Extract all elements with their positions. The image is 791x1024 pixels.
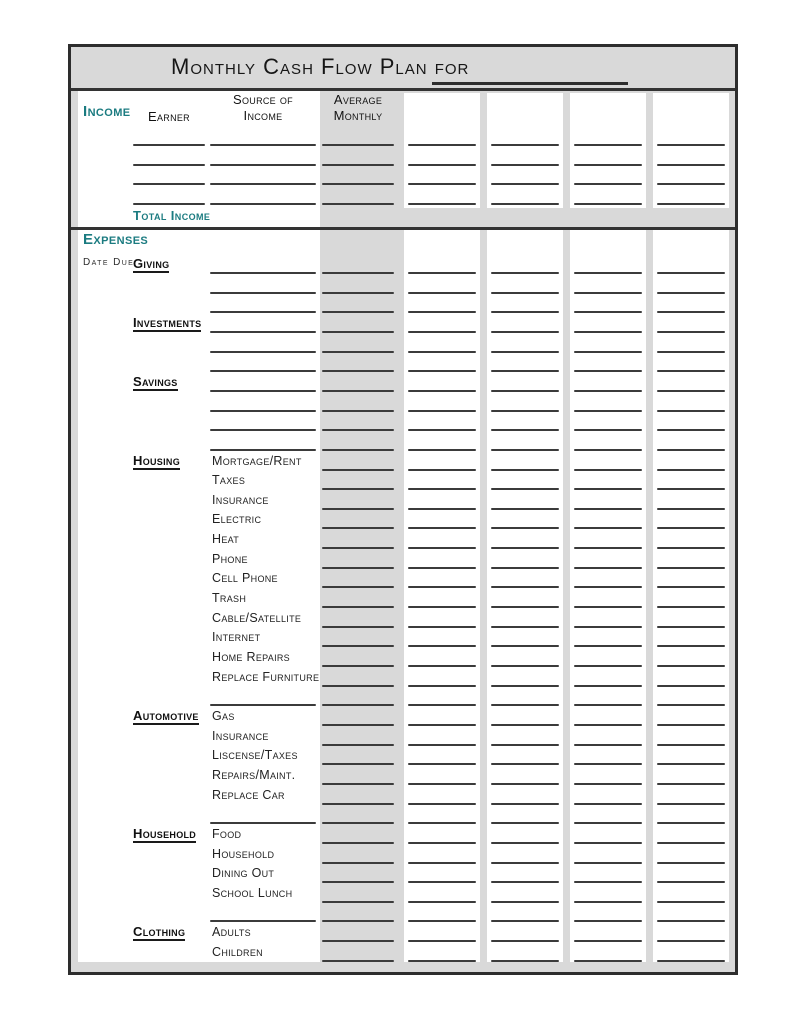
entry-line-avg-monthly-giving-2[interactable] — [322, 292, 394, 294]
entry-line-week-3-housing-2[interactable] — [574, 488, 642, 490]
entry-line-week-4-clothing-2[interactable] — [657, 960, 725, 962]
entry-line-source-investments-2[interactable] — [210, 351, 316, 353]
expense-item-label-replace-car: Replace Car — [212, 788, 285, 802]
entry-line-week-2-housing-10[interactable] — [491, 645, 559, 647]
entry-line-week-2-savings-1[interactable] — [491, 390, 559, 392]
entry-line-week-1-clothing-2[interactable] — [408, 960, 476, 962]
total-income-label: Total Income — [133, 208, 211, 223]
entry-line-week-2-investments-3[interactable] — [491, 370, 559, 372]
entry-line-earner-income-4[interactable] — [133, 203, 205, 205]
entry-line-source-giving-1[interactable] — [210, 272, 316, 274]
expense-item-label-cell-phone: Cell Phone — [212, 571, 278, 585]
entry-line-week-3-savings-1[interactable] — [574, 390, 642, 392]
plan-name-blank-line[interactable] — [432, 82, 628, 85]
entry-line-week-4-investments-3[interactable] — [657, 370, 725, 372]
entry-line-earner-income-1[interactable] — [133, 144, 205, 146]
entry-line-avg-monthly-household-3[interactable] — [322, 881, 394, 883]
entry-line-week-4-housing-4[interactable] — [657, 527, 725, 529]
entry-line-avg-monthly-automotive-5[interactable] — [322, 803, 394, 805]
expense-item-label-home-repairs: Home Repairs — [212, 650, 290, 664]
entry-line-week-1-housing-8[interactable] — [408, 606, 476, 608]
expense-group-label-text-giving: Giving — [133, 256, 170, 271]
week-2-column-background-expenses — [487, 230, 563, 962]
entry-line-avg-monthly-investments-3[interactable] — [322, 370, 394, 372]
entry-line-avg-monthly-investments-2[interactable] — [322, 351, 394, 353]
entry-line-week-4-savings-3[interactable] — [657, 429, 725, 431]
entry-line-avg-monthly-housing-12[interactable] — [322, 685, 394, 687]
entry-line-week-1-investments-1[interactable] — [408, 331, 476, 333]
entry-line-week-4-giving-2[interactable] — [657, 292, 725, 294]
entry-line-week-2-automotive-3[interactable] — [491, 763, 559, 765]
entry-line-week-4-housing-6[interactable] — [657, 567, 725, 569]
entry-line-source-income-1[interactable] — [210, 144, 316, 146]
entry-line-week-2-housing-4[interactable] — [491, 527, 559, 529]
entry-line-source-giving-2[interactable] — [210, 292, 316, 294]
entry-line-week-1-housing-5[interactable] — [408, 547, 476, 549]
entry-line-week-4-housing-3[interactable] — [657, 508, 725, 510]
entry-line-avg-monthly-income-2[interactable] — [322, 164, 394, 166]
entry-line-week-3-giving-3[interactable] — [574, 311, 642, 313]
entry-line-week-2-household-2[interactable] — [491, 862, 559, 864]
source-of-income-header-line2: Income — [243, 108, 283, 123]
entry-line-week-2-giving-2[interactable] — [491, 292, 559, 294]
expense-item-label-repairs-maint: Repairs/Maint. — [212, 768, 296, 782]
entry-line-week-4-household-4[interactable] — [657, 901, 725, 903]
entry-line-week-3-housing-12[interactable] — [574, 685, 642, 687]
entry-line-week-3-clothing-separator[interactable] — [574, 920, 642, 922]
entry-line-week-3-housing-9[interactable] — [574, 626, 642, 628]
entry-line-week-3-investments-2[interactable] — [574, 351, 642, 353]
entry-line-week-2-clothing-1[interactable] — [491, 940, 559, 942]
entry-line-week-1-housing-9[interactable] — [408, 626, 476, 628]
expense-group-label-text-housing: Housing — [133, 453, 180, 468]
entry-line-week-3-income-2[interactable] — [574, 164, 642, 166]
entry-line-week-2-household-4[interactable] — [491, 901, 559, 903]
average-monthly-header-line1: Average — [333, 92, 383, 107]
title-divider-line — [71, 88, 735, 91]
entry-line-week-1-housing-4[interactable] — [408, 527, 476, 529]
entry-line-week-2-income-2[interactable] — [491, 164, 559, 166]
entry-line-week-3-household-4[interactable] — [574, 901, 642, 903]
expense-item-label-dining-out: Dining Out — [212, 866, 275, 880]
entry-line-avg-monthly-housing-separator[interactable] — [322, 449, 394, 451]
expense-item-label-trash: Trash — [212, 591, 247, 605]
entry-line-week-3-housing-3[interactable] — [574, 508, 642, 510]
expense-group-label-savings — [133, 374, 178, 389]
entry-line-week-4-investments-1[interactable] — [657, 331, 725, 333]
entry-line-week-4-housing-2[interactable] — [657, 488, 725, 490]
entry-line-week-3-household-3[interactable] — [574, 881, 642, 883]
entry-line-week-2-savings-2[interactable] — [491, 410, 559, 412]
expense-item-label-taxes: Taxes — [212, 473, 246, 487]
entry-line-avg-monthly-housing-4[interactable] — [322, 527, 394, 529]
entry-line-avg-monthly-household-2[interactable] — [322, 862, 394, 864]
entry-line-avg-monthly-giving-3[interactable] — [322, 311, 394, 313]
entry-line-week-3-income-4[interactable] — [574, 203, 642, 205]
entry-line-week-4-household-separator[interactable] — [657, 822, 725, 824]
expense-item-label-replace-furniture: Replace Furniture — [212, 670, 320, 684]
entry-line-avg-monthly-clothing-separator[interactable] — [322, 920, 394, 922]
entry-line-source-housing-separator[interactable] — [210, 449, 316, 451]
entry-line-week-1-housing-separator[interactable] — [408, 449, 476, 451]
entry-line-week-3-housing-1[interactable] — [574, 469, 642, 471]
week-4-column-background-expenses — [653, 230, 729, 962]
expense-item-label-mortgage-rent: Mortgage/Rent — [212, 454, 302, 468]
entry-line-avg-monthly-income-1[interactable] — [322, 144, 394, 146]
entry-line-week-1-giving-1[interactable] — [408, 272, 476, 274]
entry-line-source-savings-2[interactable] — [210, 410, 316, 412]
date-due-label: Date Due — [83, 257, 135, 268]
entry-line-week-2-giving-1[interactable] — [491, 272, 559, 274]
expense-group-label-housing — [133, 453, 180, 468]
entry-line-week-2-housing-6[interactable] — [491, 567, 559, 569]
entry-line-avg-monthly-housing-3[interactable] — [322, 508, 394, 510]
entry-line-week-3-giving-2[interactable] — [574, 292, 642, 294]
entry-line-week-4-income-1[interactable] — [657, 144, 725, 146]
income-section-label: Income — [83, 103, 131, 120]
entry-line-avg-monthly-automotive-4[interactable] — [322, 783, 394, 785]
entry-line-week-1-investments-2[interactable] — [408, 351, 476, 353]
entry-line-source-savings-3[interactable] — [210, 429, 316, 431]
entry-line-week-1-household-2[interactable] — [408, 862, 476, 864]
entry-line-avg-monthly-giving-1[interactable] — [322, 272, 394, 274]
entry-line-week-1-income-4[interactable] — [408, 203, 476, 205]
entry-line-week-4-housing-11[interactable] — [657, 665, 725, 667]
entry-line-week-1-clothing-separator[interactable] — [408, 920, 476, 922]
entry-line-avg-monthly-income-4[interactable] — [322, 203, 394, 205]
week-2-column-background-income — [487, 93, 563, 208]
entry-line-week-4-housing-9[interactable] — [657, 626, 725, 628]
expense-group-label-automotive — [133, 708, 199, 723]
expense-item-label-insurance: Insurance — [212, 493, 269, 507]
entry-line-week-1-income-2[interactable] — [408, 164, 476, 166]
entry-line-week-4-housing-1[interactable] — [657, 469, 725, 471]
entry-line-week-1-household-1[interactable] — [408, 842, 476, 844]
entry-line-week-1-automotive-2[interactable] — [408, 744, 476, 746]
entry-line-week-4-automotive-3[interactable] — [657, 763, 725, 765]
entry-line-week-4-clothing-separator[interactable] — [657, 920, 725, 922]
entry-line-avg-monthly-savings-1[interactable] — [322, 390, 394, 392]
entry-line-week-4-income-2[interactable] — [657, 164, 725, 166]
entry-line-week-2-housing-7[interactable] — [491, 586, 559, 588]
expense-group-label-household — [133, 826, 196, 841]
entry-line-week-3-housing-6[interactable] — [574, 567, 642, 569]
entry-line-avg-monthly-housing-11[interactable] — [322, 665, 394, 667]
average-monthly-header-line2: Monthly — [333, 108, 383, 123]
entry-line-avg-monthly-housing-8[interactable] — [322, 606, 394, 608]
entry-line-week-4-housing-separator[interactable] — [657, 449, 725, 451]
week-3-column-background-income — [570, 93, 646, 208]
entry-line-week-2-clothing-separator[interactable] — [491, 920, 559, 922]
entry-line-week-3-income-1[interactable] — [574, 144, 642, 146]
entry-line-avg-monthly-savings-2[interactable] — [322, 410, 394, 412]
entry-line-week-1-household-separator[interactable] — [408, 822, 476, 824]
entry-line-week-2-automotive-2[interactable] — [491, 744, 559, 746]
entry-line-avg-monthly-housing-9[interactable] — [322, 626, 394, 628]
entry-line-avg-monthly-housing-1[interactable] — [322, 469, 394, 471]
entry-line-week-2-giving-3[interactable] — [491, 311, 559, 313]
entry-line-week-4-housing-10[interactable] — [657, 645, 725, 647]
entry-line-week-2-housing-3[interactable] — [491, 508, 559, 510]
expense-group-label-text-automotive: Automotive — [133, 708, 199, 723]
expense-item-label-liscense-taxes: Liscense/Taxes — [212, 748, 298, 762]
entry-line-week-1-income-3[interactable] — [408, 183, 476, 185]
average-monthly-column-header — [322, 92, 394, 124]
entry-line-week-3-automotive-2[interactable] — [574, 744, 642, 746]
entry-line-week-1-housing-6[interactable] — [408, 567, 476, 569]
entry-line-week-1-income-1[interactable] — [408, 144, 476, 146]
entry-line-week-2-automotive-4[interactable] — [491, 783, 559, 785]
entry-line-avg-monthly-clothing-2[interactable] — [322, 960, 394, 962]
week-3-column-background-expenses — [570, 230, 646, 962]
week-4-column-background-income — [653, 93, 729, 208]
expense-group-label-giving — [133, 256, 169, 271]
entry-line-week-2-household-separator[interactable] — [491, 822, 559, 824]
entry-line-source-savings-1[interactable] — [210, 390, 316, 392]
expense-item-label-household: Household — [212, 847, 275, 861]
entry-line-week-1-housing-11[interactable] — [408, 665, 476, 667]
entry-line-week-4-automotive-5[interactable] — [657, 803, 725, 805]
entry-line-week-2-housing-separator[interactable] — [491, 449, 559, 451]
entry-line-week-2-housing-8[interactable] — [491, 606, 559, 608]
expense-item-label-cable-satellite: Cable/Satellite — [212, 611, 302, 625]
entry-line-source-clothing-separator[interactable] — [210, 920, 316, 922]
entry-line-week-3-housing-4[interactable] — [574, 527, 642, 529]
entry-line-source-investments-3[interactable] — [210, 370, 316, 372]
entry-line-week-4-housing-5[interactable] — [657, 547, 725, 549]
entry-line-week-4-investments-2[interactable] — [657, 351, 725, 353]
entry-line-week-2-housing-11[interactable] — [491, 665, 559, 667]
expense-group-label-text-household: Household — [133, 826, 197, 841]
entry-line-week-2-income-1[interactable] — [491, 144, 559, 146]
entry-line-week-4-clothing-1[interactable] — [657, 940, 725, 942]
entry-line-week-1-household-4[interactable] — [408, 901, 476, 903]
entry-line-source-income-3[interactable] — [210, 183, 316, 185]
entry-line-week-2-housing-1[interactable] — [491, 469, 559, 471]
entry-line-week-2-automotive-1[interactable] — [491, 724, 559, 726]
entry-line-week-1-giving-2[interactable] — [408, 292, 476, 294]
entry-line-week-4-income-3[interactable] — [657, 183, 725, 185]
entry-line-week-2-investments-1[interactable] — [491, 331, 559, 333]
week-1-column-background-income — [404, 93, 480, 208]
entry-line-week-3-savings-3[interactable] — [574, 429, 642, 431]
entry-line-week-1-clothing-1[interactable] — [408, 940, 476, 942]
entry-line-week-1-savings-3[interactable] — [408, 429, 476, 431]
entry-line-week-1-savings-2[interactable] — [408, 410, 476, 412]
entry-line-avg-monthly-household-1[interactable] — [322, 842, 394, 844]
entry-line-week-1-automotive-1[interactable] — [408, 724, 476, 726]
entry-line-week-2-housing-2[interactable] — [491, 488, 559, 490]
entry-line-earner-income-2[interactable] — [133, 164, 205, 166]
entry-line-week-2-income-4[interactable] — [491, 203, 559, 205]
entry-line-week-3-clothing-1[interactable] — [574, 940, 642, 942]
expenses-section-label: Expenses — [83, 231, 149, 248]
entry-line-avg-monthly-income-3[interactable] — [322, 183, 394, 185]
entry-line-week-3-automotive-3[interactable] — [574, 763, 642, 765]
entry-line-week-3-automotive-1[interactable] — [574, 724, 642, 726]
entry-line-source-household-separator[interactable] — [210, 822, 316, 824]
entry-line-week-4-giving-1[interactable] — [657, 272, 725, 274]
entry-line-week-4-income-4[interactable] — [657, 203, 725, 205]
entry-line-week-1-automotive-5[interactable] — [408, 803, 476, 805]
expense-item-label-gas: Gas — [212, 709, 235, 723]
entry-line-avg-monthly-automotive-1[interactable] — [322, 724, 394, 726]
expense-group-label-investments — [133, 315, 201, 330]
entry-line-week-2-housing-12[interactable] — [491, 685, 559, 687]
entry-line-week-2-automotive-separator[interactable] — [491, 704, 559, 706]
entry-line-source-income-4[interactable] — [210, 203, 316, 205]
entry-line-week-2-income-3[interactable] — [491, 183, 559, 185]
entry-line-avg-monthly-housing-5[interactable] — [322, 547, 394, 549]
entry-line-week-4-savings-2[interactable] — [657, 410, 725, 412]
expense-item-label-children: Children — [212, 945, 263, 959]
entry-line-week-2-investments-2[interactable] — [491, 351, 559, 353]
entry-line-week-2-housing-5[interactable] — [491, 547, 559, 549]
entry-line-avg-monthly-clothing-1[interactable] — [322, 940, 394, 942]
expense-item-label-insurance: Insurance — [212, 729, 269, 743]
entry-line-week-2-household-3[interactable] — [491, 881, 559, 883]
entry-line-week-3-investments-3[interactable] — [574, 370, 642, 372]
entry-line-week-1-giving-3[interactable] — [408, 311, 476, 313]
expense-item-label-heat: Heat — [212, 532, 240, 546]
entry-line-week-3-clothing-2[interactable] — [574, 960, 642, 962]
entry-line-week-4-giving-3[interactable] — [657, 311, 725, 313]
entry-line-week-3-housing-separator[interactable] — [574, 449, 642, 451]
entry-line-week-4-automotive-2[interactable] — [657, 744, 725, 746]
entry-line-week-1-housing-7[interactable] — [408, 586, 476, 588]
entry-line-week-3-income-3[interactable] — [574, 183, 642, 185]
week-1-column-background-expenses — [404, 230, 480, 962]
entry-line-week-3-household-2[interactable] — [574, 862, 642, 864]
entry-line-avg-monthly-household-4[interactable] — [322, 901, 394, 903]
expense-item-label-food: Food — [212, 827, 242, 841]
entry-line-week-3-savings-2[interactable] — [574, 410, 642, 412]
entry-line-week-4-savings-1[interactable] — [657, 390, 725, 392]
expense-group-label-text-clothing: Clothing — [133, 924, 186, 939]
entry-line-week-4-household-1[interactable] — [657, 842, 725, 844]
source-of-income-header-line1: Source of — [233, 92, 293, 107]
entry-line-avg-monthly-household-separator[interactable] — [322, 822, 394, 824]
entry-line-week-4-automotive-1[interactable] — [657, 724, 725, 726]
expense-group-label-text-savings: Savings — [133, 374, 178, 389]
expense-item-label-electric: Electric — [212, 512, 262, 526]
entry-line-source-investments-1[interactable] — [210, 331, 316, 333]
entry-line-avg-monthly-investments-1[interactable] — [322, 331, 394, 333]
entry-line-avg-monthly-housing-7[interactable] — [322, 586, 394, 588]
worksheet-frame — [68, 44, 738, 975]
entry-line-week-1-automotive-3[interactable] — [408, 763, 476, 765]
entry-line-week-4-household-3[interactable] — [657, 881, 725, 883]
entry-line-week-3-housing-11[interactable] — [574, 665, 642, 667]
entry-line-week-1-automotive-separator[interactable] — [408, 704, 476, 706]
entry-line-week-2-savings-3[interactable] — [491, 429, 559, 431]
source-of-income-column-header — [210, 92, 316, 124]
entry-line-week-3-housing-10[interactable] — [574, 645, 642, 647]
entry-line-week-1-housing-10[interactable] — [408, 645, 476, 647]
entry-line-week-1-investments-3[interactable] — [408, 370, 476, 372]
entry-line-week-1-housing-1[interactable] — [408, 469, 476, 471]
entry-line-week-4-automotive-4[interactable] — [657, 783, 725, 785]
entry-line-week-4-housing-8[interactable] — [657, 606, 725, 608]
entry-line-week-3-automotive-separator[interactable] — [574, 704, 642, 706]
entry-line-week-3-automotive-4[interactable] — [574, 783, 642, 785]
entry-line-week-2-housing-9[interactable] — [491, 626, 559, 628]
entry-line-week-3-housing-5[interactable] — [574, 547, 642, 549]
entry-line-week-1-automotive-4[interactable] — [408, 783, 476, 785]
entry-line-avg-monthly-automotive-3[interactable] — [322, 763, 394, 765]
entry-line-week-2-clothing-2[interactable] — [491, 960, 559, 962]
expense-group-label-clothing — [133, 924, 185, 939]
entry-line-week-1-household-3[interactable] — [408, 881, 476, 883]
entry-line-week-1-housing-2[interactable] — [408, 488, 476, 490]
entry-line-week-3-automotive-5[interactable] — [574, 803, 642, 805]
entry-line-week-3-giving-1[interactable] — [574, 272, 642, 274]
earner-column-header: Earner — [148, 109, 190, 124]
entry-line-week-4-housing-12[interactable] — [657, 685, 725, 687]
entry-line-avg-monthly-automotive-separator[interactable] — [322, 704, 394, 706]
entry-line-week-1-savings-1[interactable] — [408, 390, 476, 392]
entry-line-avg-monthly-housing-10[interactable] — [322, 645, 394, 647]
entry-line-avg-monthly-automotive-2[interactable] — [322, 744, 394, 746]
entry-line-week-4-automotive-separator[interactable] — [657, 704, 725, 706]
expense-item-label-school-lunch: School Lunch — [212, 886, 293, 900]
entry-line-source-giving-3[interactable] — [210, 311, 316, 313]
entry-line-week-3-housing-8[interactable] — [574, 606, 642, 608]
entry-line-avg-monthly-housing-2[interactable] — [322, 488, 394, 490]
entry-line-week-3-investments-1[interactable] — [574, 331, 642, 333]
entry-line-source-income-2[interactable] — [210, 164, 316, 166]
entry-line-week-2-automotive-5[interactable] — [491, 803, 559, 805]
entry-line-week-3-housing-7[interactable] — [574, 586, 642, 588]
entry-line-avg-monthly-housing-6[interactable] — [322, 567, 394, 569]
expense-item-label-phone: Phone — [212, 552, 248, 566]
entry-line-week-3-household-separator[interactable] — [574, 822, 642, 824]
expense-item-label-adults: Adults — [212, 925, 251, 939]
entry-line-earner-income-3[interactable] — [133, 183, 205, 185]
entry-line-source-automotive-separator[interactable] — [210, 704, 316, 706]
worksheet-title: Monthly Cash Flow Plan for — [171, 54, 470, 79]
entry-line-week-3-household-1[interactable] — [574, 842, 642, 844]
entry-line-week-2-household-1[interactable] — [491, 842, 559, 844]
entry-line-avg-monthly-savings-3[interactable] — [322, 429, 394, 431]
entry-line-week-1-housing-3[interactable] — [408, 508, 476, 510]
entry-line-week-1-housing-12[interactable] — [408, 685, 476, 687]
expense-group-label-text-investments: Investments — [133, 315, 202, 330]
expense-item-label-internet: Internet — [212, 630, 261, 644]
entry-line-week-4-housing-7[interactable] — [657, 586, 725, 588]
entry-line-week-4-household-2[interactable] — [657, 862, 725, 864]
